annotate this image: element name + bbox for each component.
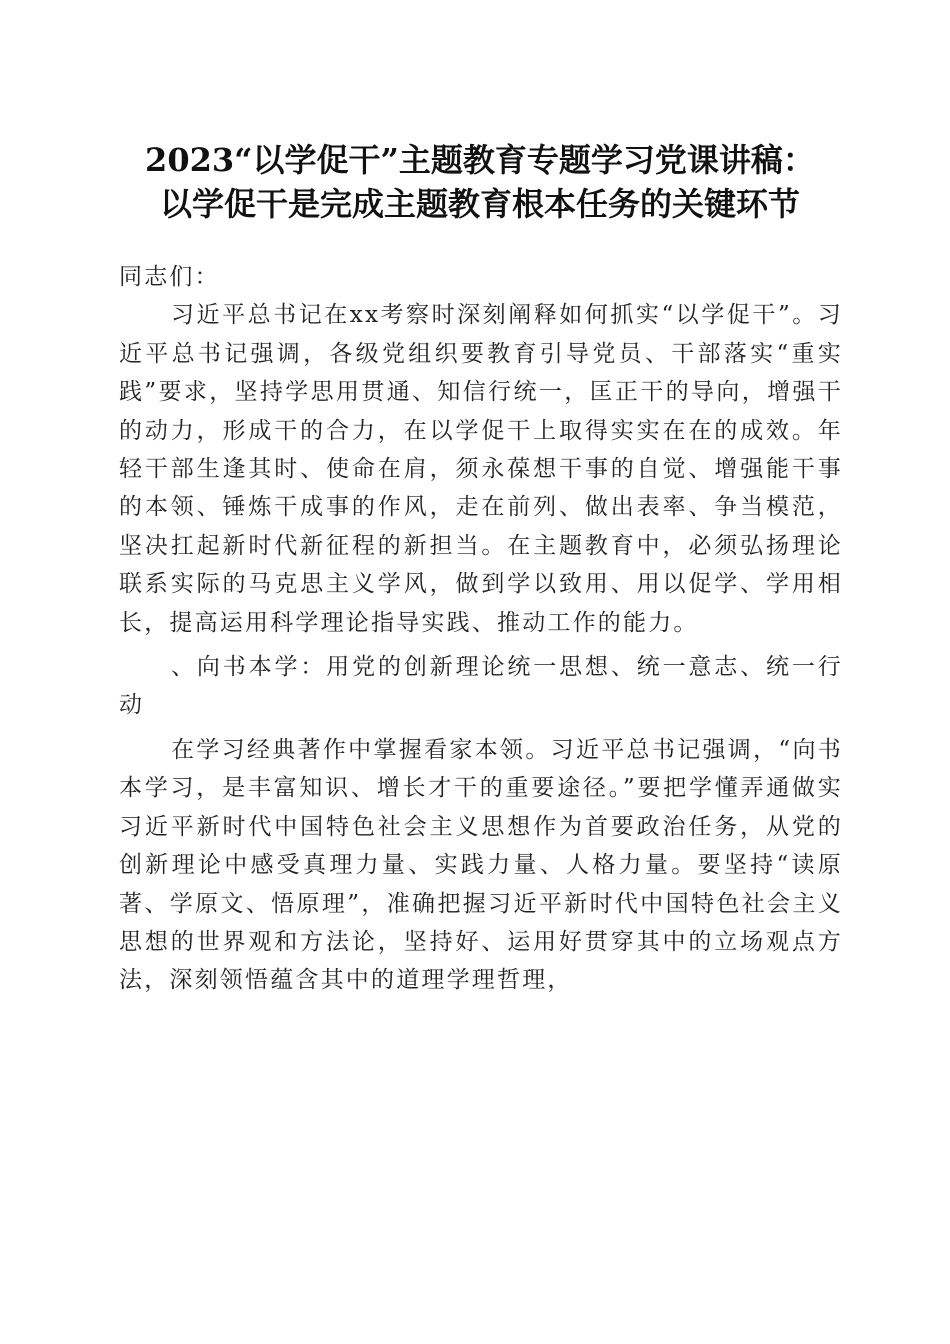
paragraph: 在学习经典著作中掌握看家本领。习近平总书记强调，“向书本学习，是丰富知识、增长才干的重要途径。”要把学懂弄通做实习近平新时代中国特色社会主义思想作为首要政治任务，从党的创新理论中感受真理力量、实践力量、人格力量。要坚持“读原著、学原文、悟原理”，准确把握习近平新时代中国特色社会主义思想的世界观和方法论，坚持好、运用好贯穿其中的立场观点方法，深刻领悟蕴含其中的道理学理哲理，	[119, 736, 843, 994]
title-line-1: 2023“以学促干”主题教育专题学习党课讲稿：	[145, 141, 815, 179]
document-body	[119, 258, 843, 1000]
title-line-2: 以学促干是完成主题教育根本任务的关键环节	[159, 185, 800, 223]
greeting: 同志们：	[119, 264, 220, 290]
paragraph: 习近平总书记在xx考察时深刻阐释如何抓实“以学促干”。习近平总书记强调，各级党组织要教育引导党员、干部落实“重实践”要求，坚持学思用贯通、知信行统一，匡正干的导向，增强干的动力，形成干的合力，在以学促干上取得实实在在的成效。年轻干部生逢其时、使命在肩，须永葆想干事的自觉、增强能干事的本领、锤炼干成事的作风，走在前列、做出表率、争当模范，坚决扛起新时代新征程的新担当。在主题教育中，必须弘扬理论联系实际的马克思主义学风，做到学以致用、用以促学、学用相长，提高运用科学理论指导实践、推动工作的能力。	[119, 302, 843, 636]
section-heading: 、向书本学：用党的创新理论统一思想、统一意志、统一行动	[119, 654, 843, 719]
document-title	[100, 138, 860, 226]
